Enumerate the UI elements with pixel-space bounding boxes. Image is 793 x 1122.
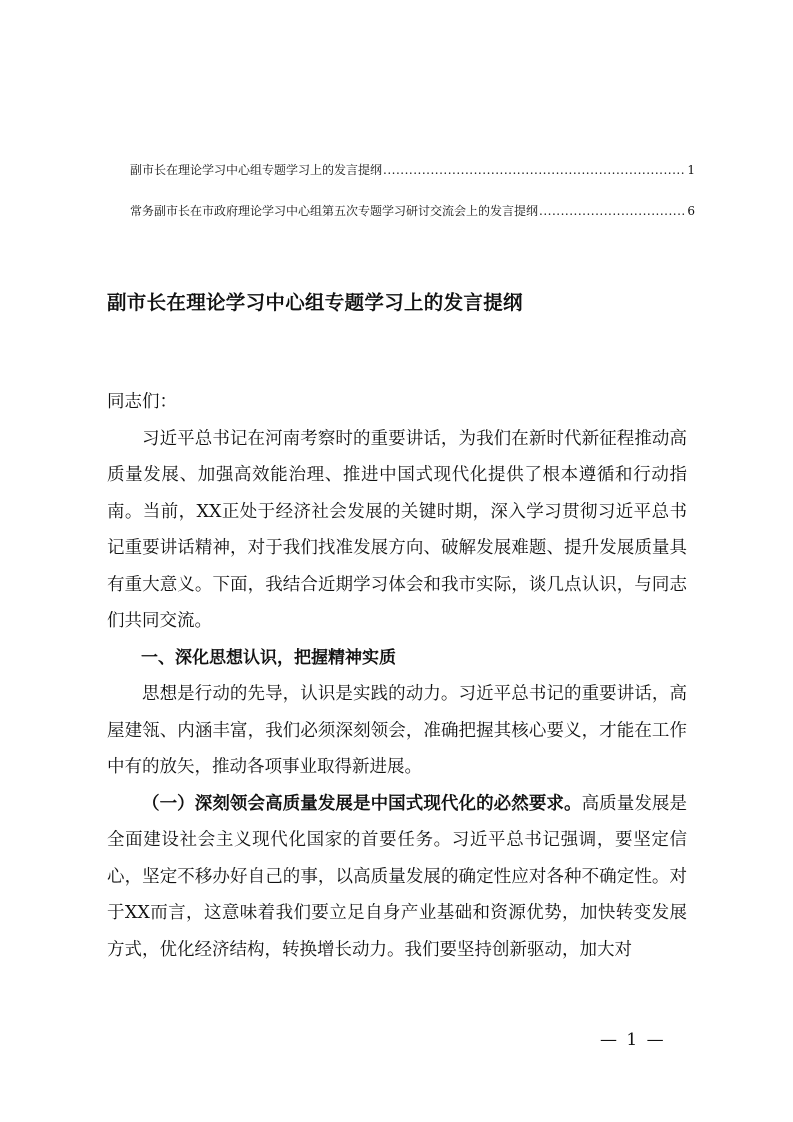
toc-entry-page[interactable]: 1 xyxy=(687,163,695,177)
toc-entry[interactable] xyxy=(130,201,695,221)
subsection-lead: （一）深刻领会高质量发展是中国式现代化的必然要求。 xyxy=(142,793,582,814)
document-title: 副市长在理论学习中心组专题学习上的发言提纲 xyxy=(107,291,523,314)
document-body xyxy=(107,384,687,968)
page-number: — 1 — xyxy=(600,1030,666,1050)
subsection-body: 高质量发展是全面建设社会主义现代化国家的首要任务。习近平总书记强调，要坚定信心，坚定不移办好自己的事，以高质量发展的确定性应对各种不确定性。对于XX而言，这意味着我们要立足自身产业基础和资源优势，加快转变发展方式，优化经济结构，转换增长动力。我们要坚持创新驱动，加大对 xyxy=(107,793,688,960)
section-paragraph: 思想是行动的先导，认识是实践的动力。习近平总书记的重要讲话，高屋建瓴、内涵丰富，我们必须深刻领会，准确把握其核心要义，才能在工作中有的放矢，推动各项事业取得新进展。 xyxy=(107,684,687,777)
salutation: 同志们： xyxy=(107,392,177,412)
toc-leader-dots xyxy=(539,201,686,221)
section-heading: 一、深化思想认识，把握精神实质 xyxy=(141,647,396,668)
toc-entry-title[interactable]: 常务副市长在市政府理论学习中心组第五次专题学习研讨交流会上的发言提纲 xyxy=(130,204,539,218)
toc-entry[interactable] xyxy=(130,160,695,180)
intro-paragraph: 习近平总书记在河南考察时的重要讲话，为我们在新时代新征程推动高质量发展、加强高效能治理、推进中国式现代化提供了根本遵循和行动指南。当前，XX正处于经济社会发展的关键时期，深入学习贯彻习近平总书记重要讲话精神，对于我们找准发展方向、破解发展难题、提升发展质量具有重大意义。下面，我结合近期学习体会和我市实际，谈几点认识，与同志们共同交流。 xyxy=(107,428,687,631)
table-of-contents xyxy=(130,160,695,242)
subsection-paragraph xyxy=(107,786,687,969)
toc-entry-title[interactable]: 副市长在理论学习中心组专题学习上的发言提纲 xyxy=(130,163,383,177)
toc-entry-page[interactable]: 6 xyxy=(687,204,695,218)
toc-leader-dots xyxy=(383,160,686,180)
